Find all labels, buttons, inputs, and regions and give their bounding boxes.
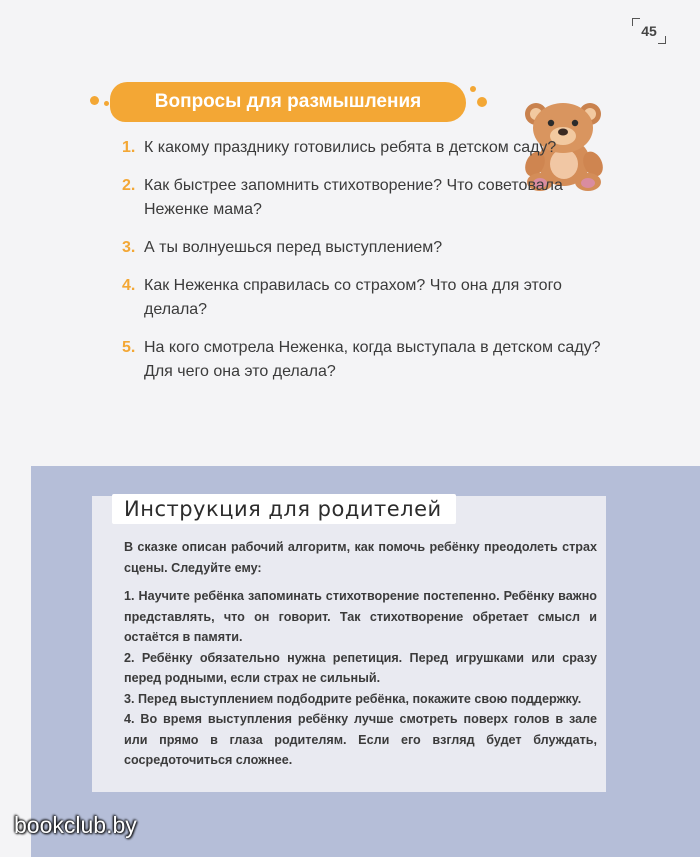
instructions-body [124,537,597,771]
question-text: А ты волнуешься перед выступлением? [144,239,443,256]
question-text: К какому празднику готовились ребята в детском саду? [144,139,557,156]
question-number: 4. [122,277,136,294]
questions-list [122,136,602,398]
question-item [122,274,602,322]
page-number-text: 45 [641,23,657,39]
instruction-step: 2. Ребёнку обязательно нужна репетиция. Перед игрушками или сразу перед родными, если страх не сильный. [124,650,597,685]
corner-mark [658,36,666,44]
question-text: На кого смотрела Неженка, когда выступала в детском саду? Для чего она это делала? [144,339,601,380]
instructions-intro: В сказке описан рабочий алгоритм, как помочь ребёнку преодолеть страх сцены. Следуйте ему: [124,540,597,575]
decor-dot [470,86,476,92]
corner-mark [632,18,640,26]
question-text: Как быстрее запомнить стихотворение? Что советовала Неженке мама? [144,177,563,218]
question-number: 3. [122,239,136,256]
instructions-title: Инструкция для родителей [112,494,456,524]
instruction-step: 1. Научите ребёнка запоминать стихотворение постепенно. Ребёнку важно представлять, что он говорит. Так стихотворение обретает смысл и остаётся в памяти. [124,589,597,644]
question-number: 1. [122,139,136,156]
decor-dot [90,96,99,105]
questions-title-banner [110,82,466,122]
question-text: Как Неженка справилась со страхом? Что она для этого делала? [144,277,562,318]
watermark: bookclub.by [14,812,137,838]
question-number: 2. [122,177,136,194]
questions-title: Вопросы для размышления [154,91,422,112]
instruction-step: 3. Перед выступлением подбодрите ребёнка, покажите свою поддержку. [124,691,582,706]
question-item [122,136,602,160]
question-item [122,236,602,260]
question-item [122,336,602,384]
question-number: 5. [122,339,136,356]
instruction-step: 4. Во время выступления ребёнку лучше смотреть поверх голов в зале или прямо в глаза родителям. Если его взгляд будет блуждать, сосредоточиться сложнее. [124,712,597,767]
decor-dot [477,97,487,107]
question-item [122,174,602,222]
decor-dot [104,101,109,106]
page-number [632,18,666,44]
